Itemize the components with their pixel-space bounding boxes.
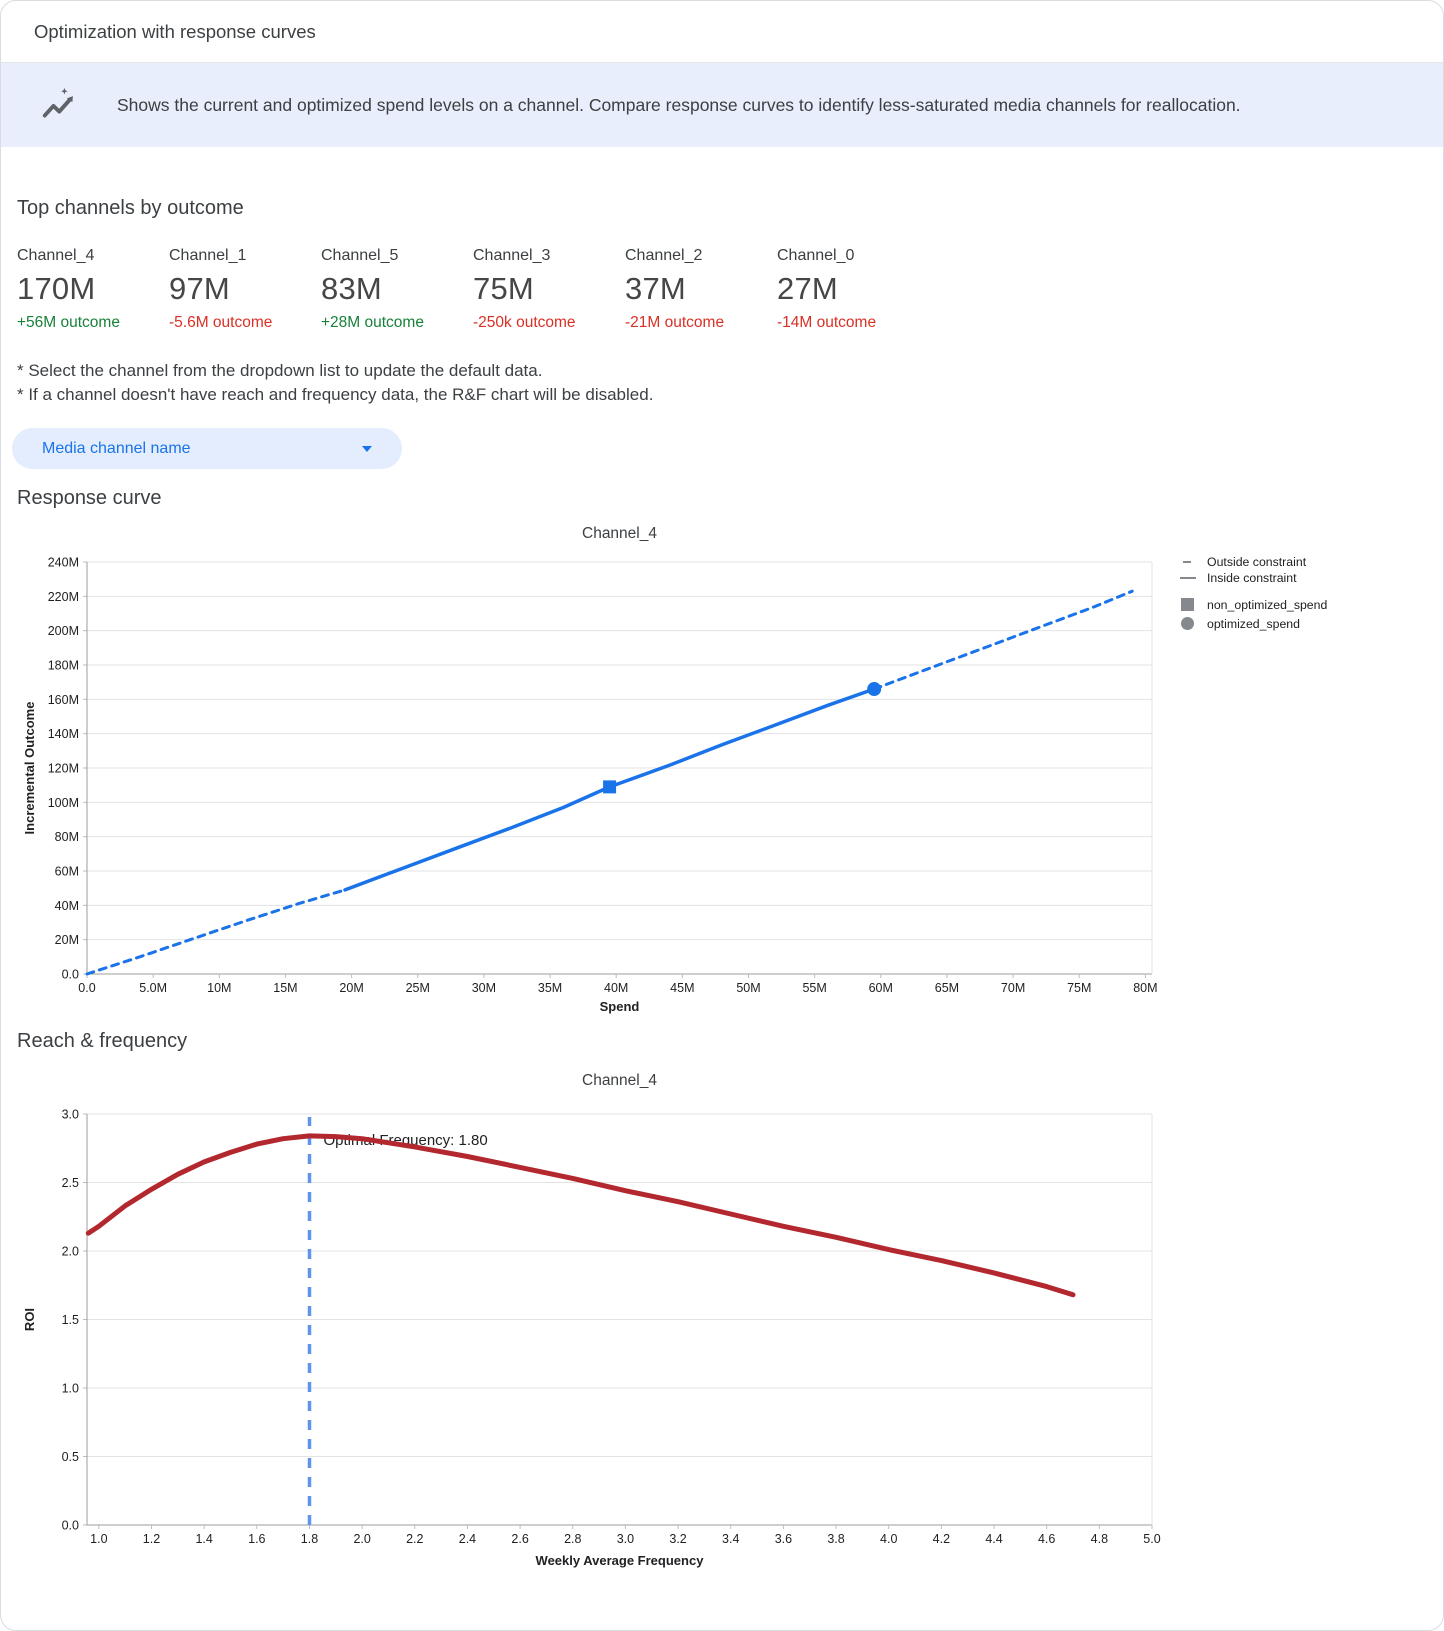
x-tick-label: 10M: [207, 981, 232, 995]
y-axis-title: ROI: [22, 1307, 37, 1332]
channel-card: [169, 247, 321, 332]
series-outside-constraint: [874, 591, 1132, 689]
x-tick-label: 2.6: [511, 1532, 529, 1546]
channel-name: Channel_2: [625, 247, 703, 264]
channel-delta: +28M outcome: [321, 314, 424, 331]
reach-frequency-chart: [17, 1057, 1429, 1572]
x-tick-label: 1.8: [300, 1532, 319, 1546]
legend-circle-swatch: [1181, 617, 1194, 630]
y-tick-label: 80M: [54, 830, 79, 845]
channel-delta: -5.6M outcome: [169, 314, 273, 331]
channel-value: 37M: [625, 271, 686, 306]
x-tick-label: 1.6: [248, 1532, 266, 1546]
x-tick-label: 4.6: [1037, 1532, 1056, 1546]
x-tick-label: 80M: [1133, 981, 1158, 995]
channel-card: [777, 247, 929, 332]
channel-cards-row: [17, 247, 1427, 332]
x-tick-label: 4.0: [880, 1532, 898, 1546]
y-tick-label: 160M: [47, 692, 79, 707]
top-channels-heading: Top channels by outcome: [17, 197, 244, 219]
x-tick-label: 45M: [670, 981, 695, 995]
note-line: * Select the channel from the dropdown list to update the default data.: [17, 361, 543, 380]
y-tick-label: 0.0: [61, 967, 79, 982]
x-tick-label: 2.8: [564, 1532, 582, 1546]
legend-label: optimized_spend: [1207, 617, 1300, 631]
reach-frequency-heading: Reach & frequency: [17, 1030, 188, 1052]
legend-label: Inside constraint: [1207, 571, 1297, 585]
channel-card: [625, 247, 777, 332]
note-line: * If a channel doesn't have reach and frequency data, the R&F chart will be disabled.: [17, 385, 654, 404]
x-tick-label: 75M: [1067, 981, 1092, 995]
legend-label: Outside constraint: [1207, 555, 1307, 569]
channel-value: 75M: [473, 271, 534, 306]
insights-icon: [41, 87, 77, 123]
channel-value: 97M: [169, 271, 230, 306]
legend-label: non_optimized_spend: [1207, 598, 1328, 612]
x-tick-label: 3.4: [722, 1532, 740, 1546]
x-axis-title: Spend: [599, 999, 640, 1014]
channel-name: Channel_5: [321, 247, 399, 264]
y-tick-label: 1.0: [61, 1381, 79, 1396]
y-tick-label: 140M: [47, 727, 79, 742]
channel-delta: -21M outcome: [625, 314, 725, 331]
y-tick-label: 200M: [47, 624, 79, 639]
x-tick-label: 3.0: [616, 1532, 635, 1546]
x-tick-label: 4.8: [1090, 1532, 1109, 1546]
channel-delta: -250k outcome: [473, 314, 576, 331]
x-tick-label: 5.0: [1143, 1532, 1161, 1546]
y-tick-label: 20M: [54, 933, 79, 948]
media-channel-dropdown-label: Media channel name: [42, 439, 191, 457]
x-tick-label: 20M: [339, 981, 364, 995]
response-curve-chart: [17, 514, 1429, 1016]
y-tick-label: 0.5: [61, 1450, 79, 1464]
x-tick-label: 3.6: [774, 1532, 793, 1546]
channel-name: Channel_1: [169, 247, 247, 264]
channel-name: Channel_0: [777, 247, 855, 264]
legend-square-swatch: [1181, 598, 1194, 611]
y-tick-label: 100M: [47, 795, 79, 810]
series-outside-constraint: [87, 890, 345, 974]
y-tick-label: 2.0: [61, 1244, 79, 1259]
x-tick-label: 60M: [868, 981, 893, 995]
x-tick-label: 55M: [802, 981, 827, 995]
banner-text: Shows the current and optimized spend levels on a channel. Compare response curves to identify less-saturated media channels for reallocation.: [117, 94, 1241, 115]
optimized_spend-marker: [867, 682, 881, 696]
info-banner: [1, 63, 1443, 147]
y-tick-label: 60M: [54, 864, 79, 879]
channel-name: Channel_3: [473, 247, 551, 264]
optimal-frequency-annotation: Optimal Frequency: 1.80: [323, 1132, 488, 1149]
y-tick-label: 120M: [47, 761, 79, 776]
y-tick-label: 3.0: [61, 1107, 79, 1122]
notes: [17, 359, 1427, 407]
x-tick-label: 2.0: [353, 1532, 371, 1546]
x-tick-label: 65M: [934, 981, 960, 995]
x-tick-label: 3.8: [827, 1532, 845, 1546]
y-tick-label: 40M: [54, 898, 79, 913]
channel-card: [321, 247, 473, 332]
page-title: Optimization with response curves: [34, 20, 316, 42]
x-tick-label: 3.2: [669, 1532, 687, 1546]
x-tick-label: 2.2: [406, 1532, 424, 1546]
y-tick-label: 0.0: [61, 1518, 79, 1533]
channel-value: 83M: [321, 271, 382, 306]
x-tick-label: 15M: [273, 981, 298, 995]
chart-title: Channel_4: [582, 1072, 657, 1089]
media-channel-dropdown[interactable]: [12, 428, 402, 469]
series-roi-curve: [88, 1136, 1073, 1295]
x-tick-label: 70M: [1000, 981, 1026, 995]
x-tick-label: 1.0: [90, 1532, 108, 1546]
x-tick-label: 5.0M: [139, 981, 168, 995]
x-tick-label: 30M: [471, 981, 497, 995]
card-header: [1, 1, 1443, 63]
content: [1, 197, 1443, 1572]
x-tick-label: 25M: [405, 981, 430, 995]
chart-title: Channel_4: [582, 525, 657, 542]
x-tick-label: 2.4: [458, 1532, 477, 1546]
channel-card: [17, 247, 169, 332]
y-axis-title: Incremental Outcome: [22, 701, 37, 835]
x-tick-label: 4.4: [985, 1532, 1003, 1546]
channel-value: 170M: [17, 271, 96, 306]
channel-delta: -14M outcome: [777, 314, 877, 331]
y-tick-label: 220M: [47, 589, 79, 604]
x-tick-label: 1.4: [195, 1532, 213, 1546]
y-tick-label: 240M: [47, 555, 79, 570]
channel-delta: +56M outcome: [17, 314, 120, 331]
x-tick-label: 0.0: [78, 981, 96, 995]
non_optimized_spend-marker: [603, 780, 616, 793]
chevron-down-icon: [362, 446, 372, 452]
channel-name: Channel_4: [17, 247, 95, 264]
response-curve-heading: Response curve: [17, 487, 162, 509]
channel-value: 27M: [777, 271, 838, 306]
y-tick-label: 1.5: [61, 1313, 79, 1327]
x-tick-label: 35M: [537, 981, 563, 995]
channel-card: [473, 247, 625, 332]
y-tick-label: 180M: [47, 658, 79, 673]
x-axis-title: Weekly Average Frequency: [535, 1553, 704, 1568]
x-tick-label: 40M: [604, 981, 629, 995]
x-tick-label: 50M: [736, 981, 761, 995]
y-tick-label: 2.5: [61, 1176, 79, 1190]
x-tick-label: 4.2: [932, 1532, 951, 1546]
x-tick-label: 1.2: [142, 1532, 161, 1546]
